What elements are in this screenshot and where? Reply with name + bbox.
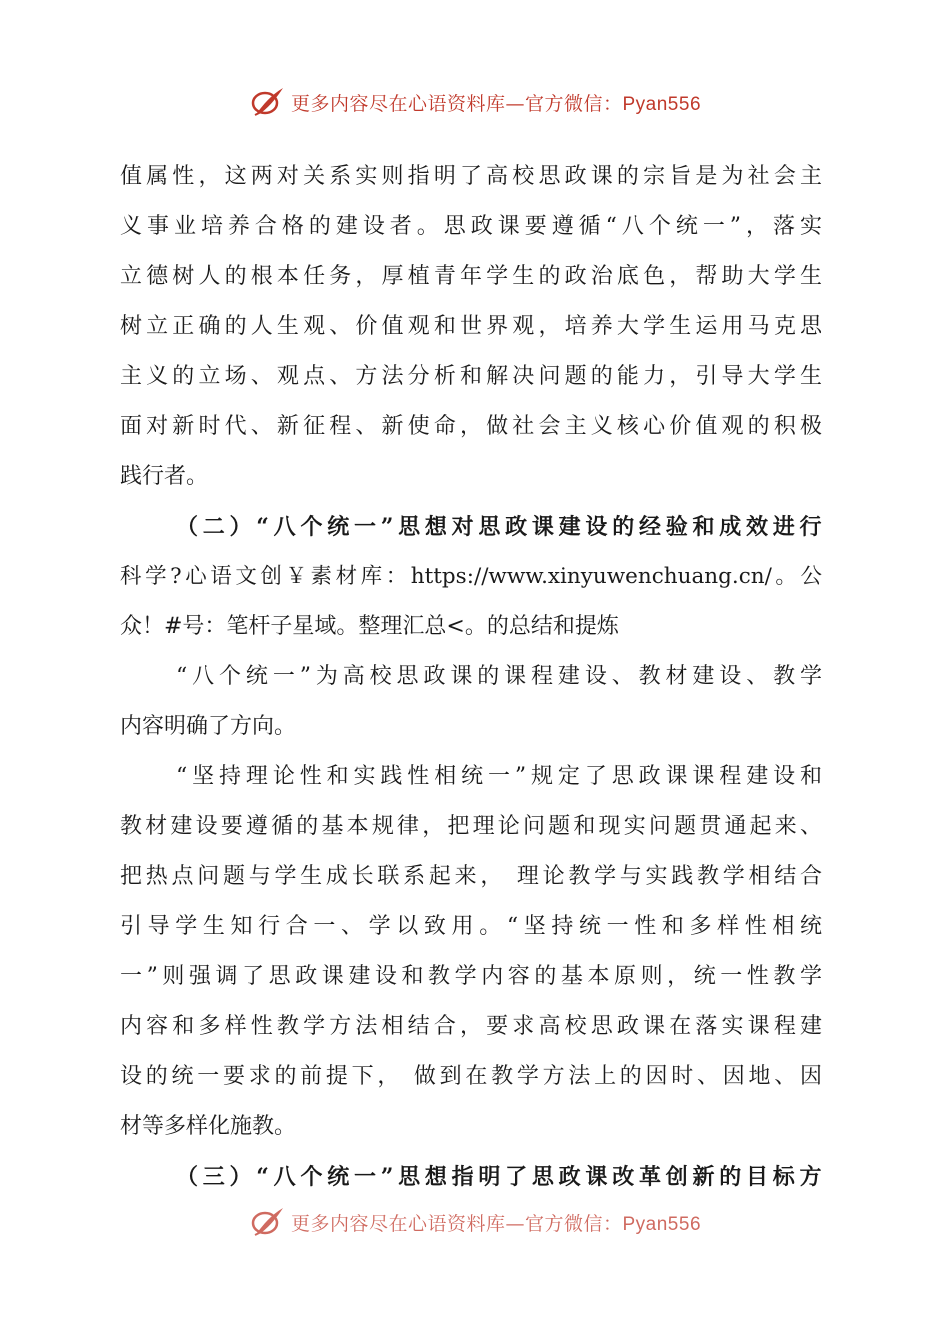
text-line: 众！#号：笔杆子星域。整理汇总<。的总结和提炼 — [120, 614, 619, 639]
banner-text-right: 官方微信： — [524, 1212, 623, 1235]
text-line: “坚持理论性和实践性相统一”规定了思政课课程建设和 — [176, 764, 822, 789]
banner-text-left: 更多内容尽在心语资料库 — [290, 1212, 506, 1235]
text-line: 引导学生知行合一、学以致用。“坚持统一性和多样性相统 — [120, 914, 822, 939]
text-line: 材等多样化施教。 — [120, 1114, 297, 1139]
text-line: 义事业培养合格的建设者。思政课要遵循“八个统一”，落实 — [120, 214, 822, 239]
quill-logo-icon — [249, 85, 287, 119]
text-line: 内容和多样性教学方法相结合，要求高校思政课在落实课程建 — [120, 1014, 822, 1039]
banner-text-right: 官方微信： — [524, 92, 623, 115]
banner-text-left: 更多内容尽在心语资料库 — [290, 92, 506, 115]
text-line: 值属性，这两对关系实则指明了高校思政课的宗旨是为社会主 — [120, 164, 822, 189]
text-line: 科学?心语文创￥素材库：https://www.xinyuwenchuang.cn/。公 — [120, 564, 822, 589]
banner-account: Pyan556 — [622, 1213, 702, 1235]
text-line: 教材建设要遵循的基本规律，把理论问题和现实问题贯通起来、 — [120, 814, 822, 839]
banner-text-dash: — — [505, 1212, 525, 1235]
section-heading-2: （二）“八个统一”思想对思政课建设的经验和成效进行 — [176, 514, 822, 540]
banner-text-dash: — — [505, 92, 525, 115]
text-line: 设的统一要求的前提下， 做到在教学方法上的因时、因地、因 — [120, 1064, 822, 1089]
text-line: 树立正确的人生观、价值观和世界观，培养大学生运用马克思 — [120, 314, 822, 339]
quill-logo-icon — [249, 1205, 287, 1239]
text-line: 面对新时代、新征程、新使命，做社会主义核心价值观的积极 — [120, 414, 822, 439]
text-line: “八个统一”为高校思政课的课程建设、教材建设、教学 — [176, 664, 822, 689]
text-line: 把热点问题与学生成长联系起来， 理论教学与实践教学相结合 — [120, 864, 822, 889]
section-heading-3: （三）“八个统一”思想指明了思政课改革创新的目标方 — [176, 1164, 822, 1190]
header-watermark-banner — [0, 82, 950, 122]
text-line: 内容明确了方向。 — [120, 714, 297, 739]
footer-watermark-banner — [0, 1202, 950, 1242]
document-body — [120, 152, 822, 1202]
text-line: 一”则强调了思政课建设和教学内容的基本原则，统一性教学 — [120, 964, 822, 989]
banner-account: Pyan556 — [622, 93, 702, 115]
text-line: 践行者。 — [120, 464, 209, 489]
text-line: 立德树人的根本任务，厚植青年学生的政治底色，帮助大学生 — [120, 264, 822, 289]
text-line: 主义的立场、观点、方法分析和解决问题的能力，引导大学生 — [120, 364, 822, 389]
